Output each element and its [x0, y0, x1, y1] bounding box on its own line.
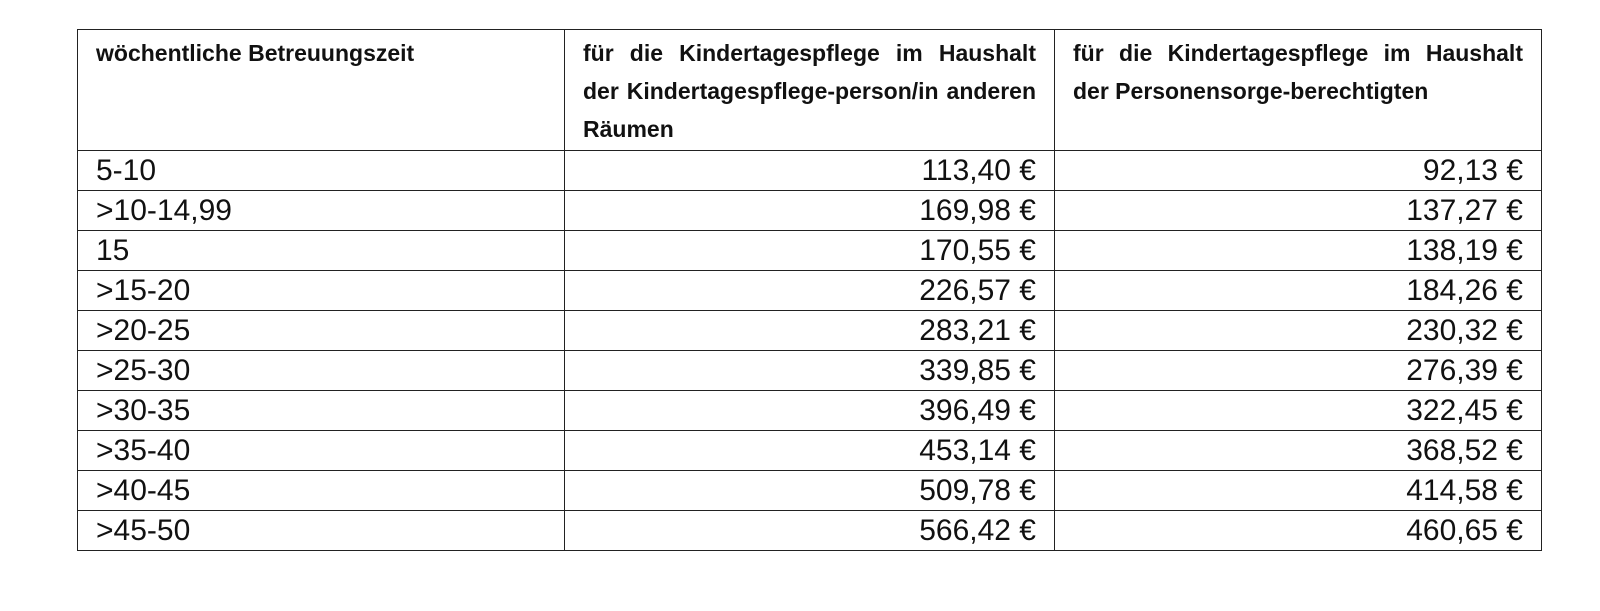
cell-sorgeberechtigte: 184,26 €: [1055, 271, 1542, 311]
cell-sorgeberechtigte: 137,27 €: [1055, 191, 1542, 231]
cell-pflegeperson: 170,55 €: [565, 231, 1055, 271]
table-row: [78, 391, 1542, 431]
cell-pflegeperson: 113,40 €: [565, 151, 1055, 191]
fee-table: [77, 29, 1542, 551]
header-row: [78, 30, 1542, 151]
table-row: [78, 351, 1542, 391]
table-body: [78, 151, 1542, 551]
table-row: [78, 511, 1542, 551]
cell-betreuungszeit: >20-25: [78, 311, 565, 351]
table-row: [78, 191, 1542, 231]
cell-pflegeperson: 169,98 €: [565, 191, 1055, 231]
cell-sorgeberechtigte: 460,65 €: [1055, 511, 1542, 551]
cell-pflegeperson: 396,49 €: [565, 391, 1055, 431]
cell-sorgeberechtigte: 92,13 €: [1055, 151, 1542, 191]
cell-pflegeperson: 283,21 €: [565, 311, 1055, 351]
header-betreuungszeit: wöchentliche Betreuungszeit: [78, 30, 565, 151]
table-row: [78, 431, 1542, 471]
cell-pflegeperson: 339,85 €: [565, 351, 1055, 391]
cell-sorgeberechtigte: 368,52 €: [1055, 431, 1542, 471]
cell-betreuungszeit: >35-40: [78, 431, 565, 471]
cell-pflegeperson: 226,57 €: [565, 271, 1055, 311]
table-header: [78, 30, 1542, 151]
cell-sorgeberechtigte: 230,32 €: [1055, 311, 1542, 351]
cell-betreuungszeit: >40-45: [78, 471, 565, 511]
header-sorgeberechtigte: für die Kindertagespflege im Haushalt der Personensorge-berechtigten: [1055, 30, 1542, 151]
table-row: [78, 471, 1542, 511]
cell-betreuungszeit: >10-14,99: [78, 191, 565, 231]
cell-betreuungszeit: >30-35: [78, 391, 565, 431]
cell-betreuungszeit: >15-20: [78, 271, 565, 311]
cell-sorgeberechtigte: 276,39 €: [1055, 351, 1542, 391]
cell-betreuungszeit: 15: [78, 231, 565, 271]
cell-betreuungszeit: 5-10: [78, 151, 565, 191]
cell-pflegeperson: 566,42 €: [565, 511, 1055, 551]
cell-pflegeperson: 509,78 €: [565, 471, 1055, 511]
cell-sorgeberechtigte: 322,45 €: [1055, 391, 1542, 431]
table-row: [78, 311, 1542, 351]
table-row: [78, 231, 1542, 271]
cell-pflegeperson: 453,14 €: [565, 431, 1055, 471]
table-row: [78, 271, 1542, 311]
cell-sorgeberechtigte: 138,19 €: [1055, 231, 1542, 271]
cell-sorgeberechtigte: 414,58 €: [1055, 471, 1542, 511]
cell-betreuungszeit: >45-50: [78, 511, 565, 551]
cell-betreuungszeit: >25-30: [78, 351, 565, 391]
header-pflegeperson: für die Kindertagespflege im Haushalt der Kindertagespflege-person/in anderen Räumen: [565, 30, 1055, 151]
table-row: [78, 151, 1542, 191]
